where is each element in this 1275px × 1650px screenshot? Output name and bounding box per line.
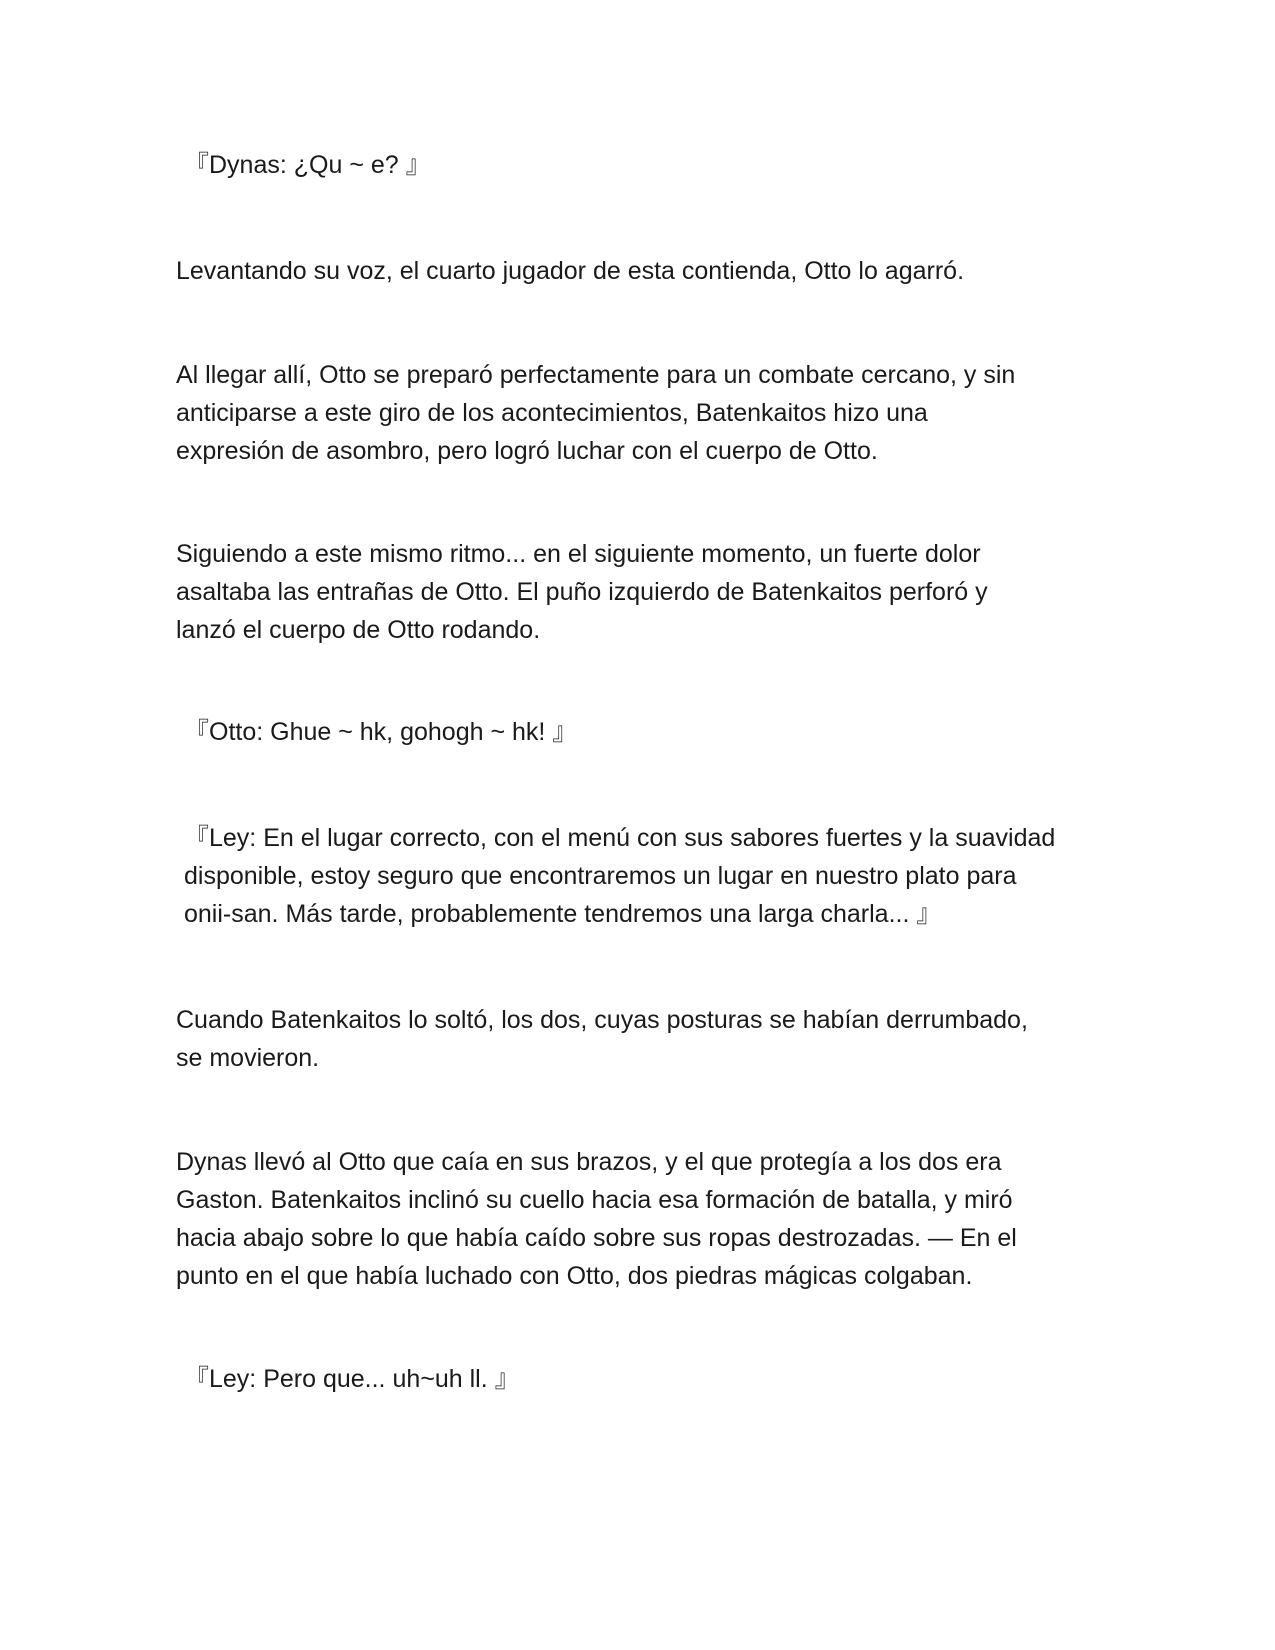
dialogue-dynas: 『Dynas: ¿Qu ~ e? 』 [184, 151, 431, 179]
paragraph-1: Levantando su voz, el cuarto jugador de esta contienda, Otto lo agarró. [176, 257, 965, 285]
dialogue-otto: 『Otto: Ghue ~ hk, gohogh ~ hk! 』 [184, 718, 578, 746]
paragraph-4: Cuando Batenkaitos lo soltó, los dos, cuyas posturas se habían derrumbado, se movieron. [176, 1006, 1028, 1072]
paragraph-2: Al llegar allí, Otto se preparó perfectamente para un combate cercano, y sin anticiparse a este giro de los acontecimientos, Batenkaitos hizo una expresión de asombro, pero logró luchar con el cuerpo de Otto. [176, 361, 1016, 465]
paragraph-3: Siguiendo a este mismo ritmo... en el siguiente momento, un fuerte dolor asaltaba las entrañas de Otto. El puño izquierdo de Batenkaitos perforó y lanzó el cuerpo de Otto rodando. [176, 540, 988, 644]
dialogue-ley-2: 『Ley: Pero que... uh~uh ll. 』 [184, 1365, 520, 1393]
dialogue-ley-1: 『Ley: En el lugar correcto, con el menú con sus sabores fuertes y la suavidad disponible, estoy seguro que encontraremos un lugar en nuestro plato para onii-san. Más tarde, probablemente tendremos una larga charla... 』 [184, 824, 1056, 928]
paragraph-5: Dynas llevó al Otto que caía en sus brazos, y el que protegía a los dos era Gaston. Batenkaitos inclinó su cuello hacia esa formación de batalla, y miró hacia abajo sobre lo que había caído sobre sus ropas destrozadas. — En el punto en el que había luchado con Otto, dos piedras mágicas colgaban. [176, 1148, 1017, 1290]
